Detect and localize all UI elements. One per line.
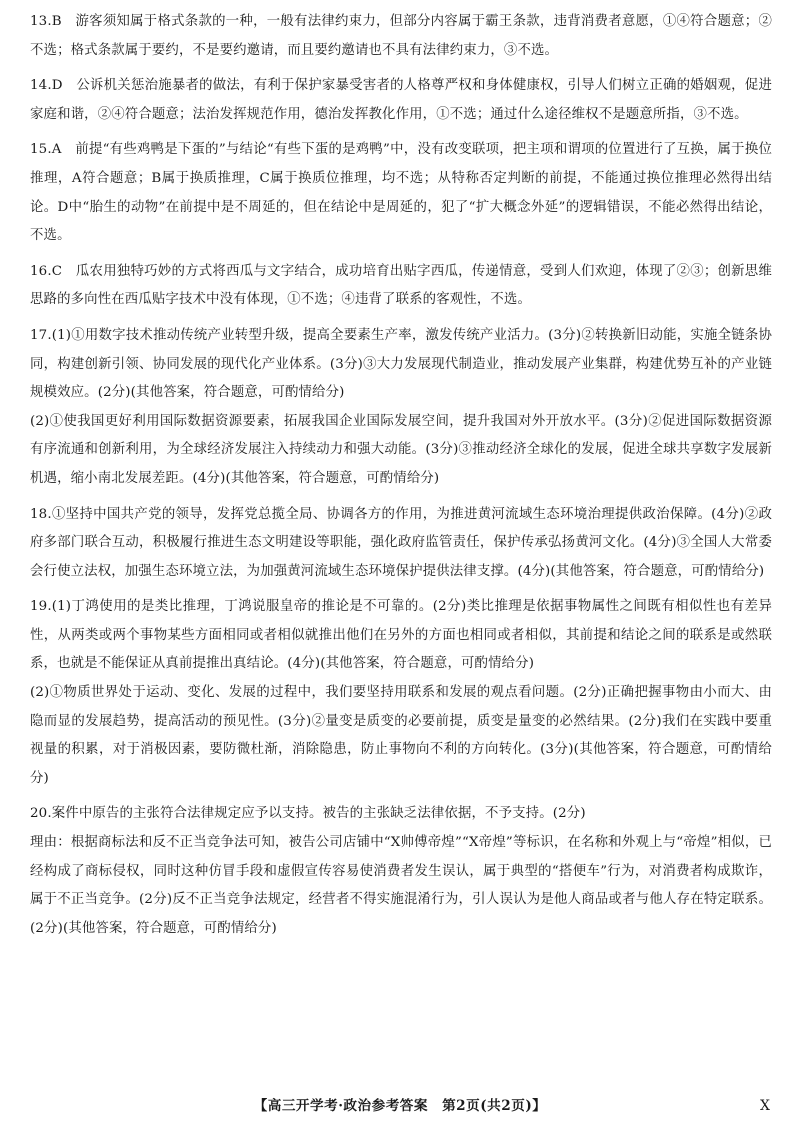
answer-14 <box>30 72 772 129</box>
answer-content <box>30 8 772 950</box>
answer-20-claim: 20.案件中原告的主张符合法律规定应予以支持。被告的主张缺乏法律依据，不予支持。(2分) <box>30 806 586 822</box>
answer-18 <box>30 501 772 587</box>
answer-16 <box>30 258 772 315</box>
footer-title: 【高三开学考·政治参考答案 第2页(共2页)】 <box>253 1098 547 1114</box>
answer-19 <box>30 593 772 793</box>
answer-15-text: 15.A 前提“有些鸡鸭是下蛋的”与结论“有些下蛋的是鸡鸭”中，没有改变联项，把主项和谓项的位置进行了互换，属于换位推理，A符合题意；B属于换质推理，C属于换质位推理，均不选；从特称否定判断的前提，不能通过换位推理必然得出结论。D中“胎生的动物”在前提中是不周延的，但在结论中是周延的，犯了“扩大概念外延”的逻辑错误，不能必然得出结论，不选。 <box>30 142 772 244</box>
answer-14-text: 14.D 公诉机关惩治施暴者的做法，有利于保护家暴受害者的人格尊严权和身体健康权，引导人们树立正确的婚姻观，促进家庭和谐，②④符合题意；法治发挥规范作用，德治发挥教化作用，①不选；通过什么途径维权不是题意所指，③不选。 <box>30 78 772 122</box>
answer-19-part-1: 19.(1)丁鸿使用的是类比推理，丁鸿说服皇帝的推论是不可靠的。(2分)类比推理是依据事物属性之间既有相似性也有差异性，从两类或两个事物某些方面相同或者相似就推出他们在另外的方面也相同或者相似，其前提和结论之间的联系是或然联系，也就是不能保证从真前提推出真结论。(4分)(其他答案，符合题意，可酌情给分) <box>30 599 772 672</box>
answer-18-text: 18.①坚持中国共产党的领导，发挥党总揽全局、协调各方的作用，为推进黄河流域生态环境治理提供政治保障。(4分)②政府多部门联合互动，积极履行推进生态文明建设等职能，强化政府监管责任，保护传承弘扬黄河文化。(4分)③全国人大常委会行使立法权，加强生态环境立法，为加强黄河流域生态环境保护提供法律支撑。(4分)(其他答案，符合题意，可酌情给分) <box>30 506 772 579</box>
answer-13-text: 13.B 游客须知属于格式条款的一种，一般有法律约束力，但部分内容属于霸王条款，违背消费者意愿，①④符合题意；②不选；格式条款属于要约，不是要约邀请，而且要约邀请也不具有法律约束力，③不选。 <box>30 14 772 58</box>
answer-20-reason: 理由：根据商标法和反不正当竞争法可知，被告公司店铺中“X帅傅帝煌”“X帝煌”等标识，在名称和外观上与“帝煌”相似，已经构成了商标侵权，同时这种仿冒手段和虚假宣传容易使消费者发生误认，属于典型的“搭便车”行为，对消费者构成欺诈，属于不正当竞争。(2分)反不正当竞争法规定，经营者不得实施混淆行为，引人误认为是他人商品或者与他人存在特定联系。(2分)(其他答案，符合题意，可酌情给分) <box>30 835 772 936</box>
answer-17 <box>30 322 772 494</box>
answer-16-text: 16.C 瓜农用独特巧妙的方式将西瓜与文字结合，成功培育出贴字西瓜，传递情意，受到人们欢迎，体现了②③；创新思维思路的多向性在西瓜贴字技术中没有体现，①不选；④违背了联系的客观性，不选。 <box>30 263 772 308</box>
footer-mark: X <box>760 1098 770 1114</box>
page-footer <box>0 1093 800 1119</box>
answer-17-part-1: 17.(1)①用数字技术推动传统产业转型升级，提高全要素生产率，激发传统产业活力。(3分)②转换新旧动能，实施全链条协同，构建创新引领、协同发展的现代化产业体系。(3分)③大力发展现代制造业，推动发展产业集群，构建优势互补的产业链规模效应。(2分)(其他答案，符合题意，可酌情给分) <box>30 327 772 401</box>
answer-13 <box>30 8 772 65</box>
answer-20 <box>30 800 772 943</box>
answer-17-part-2: (2)①使我国更好利用国际数据资源要素，拓展我国企业国际发展空间，提升我国对外开放水平。(3分)②促进国际数据资源有序流通和创新利用，为全球经济发展注入持续动力和强大动能。(3分)③推动经济全球化的发展，促进全球共享数字发展新机遇，缩小南北发展差距。(4分)(其他答案，符合题意，可酌情给分) <box>30 413 772 486</box>
answer-15 <box>30 136 772 250</box>
answer-19-part-2: (2)①物质世界处于运动、变化、发展的过程中，我们要坚持用联系和发展的观点看问题。(2分)正确把握事物由小而大、由隐而显的发展趋势，提高活动的预见性。(3分)②量变是质变的必要前提，质变是量变的必然结果。(2分)我们在实践中要重视量的积累，对于消极因素，要防微杜渐，消除隐患，防止事物向不利的方向转化。(3分)(其他答案，符合题意，可酌情给分) <box>30 685 772 786</box>
